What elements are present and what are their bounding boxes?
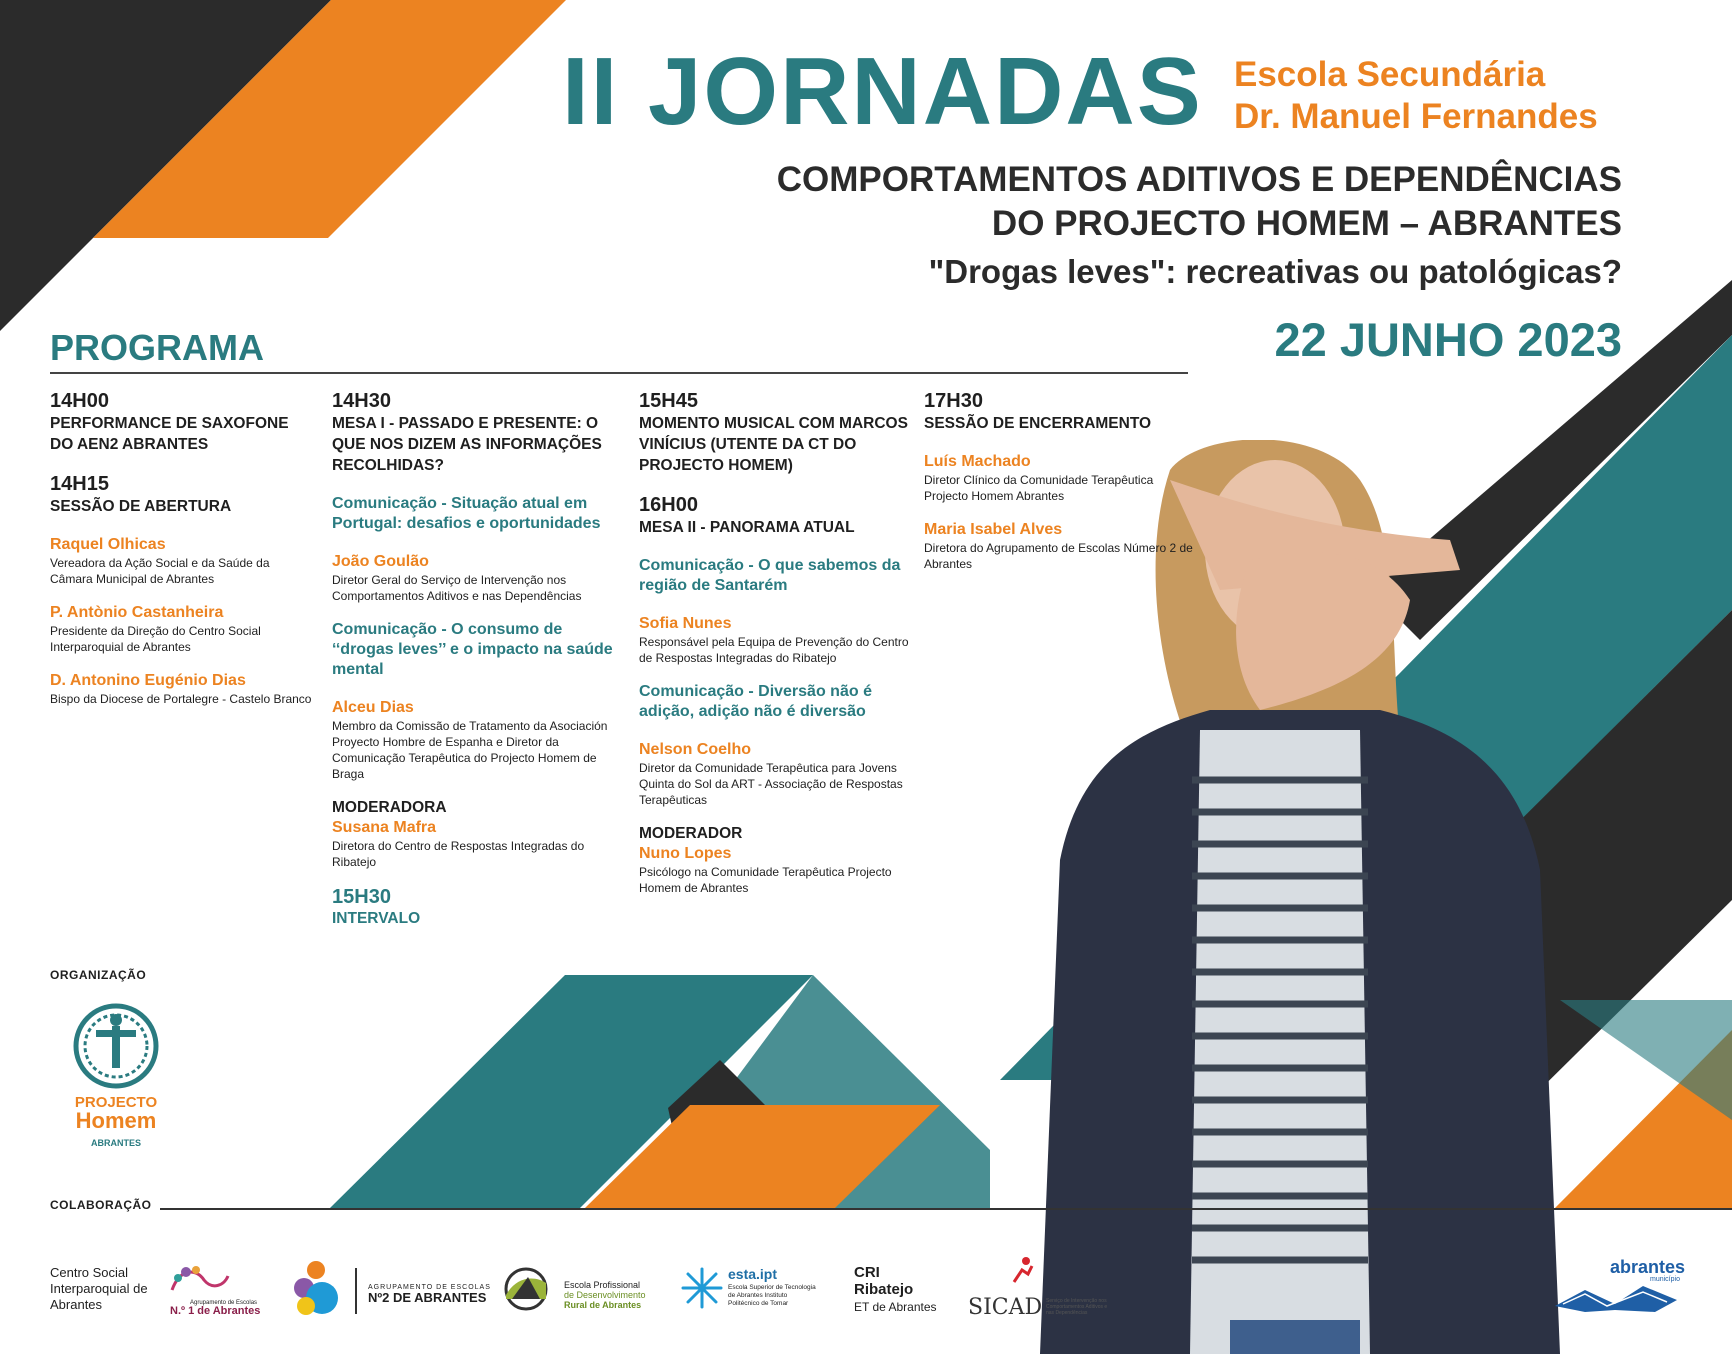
speaker xyxy=(50,535,312,587)
speaker-name: Nelson Coelho xyxy=(639,741,752,758)
aen1-icon xyxy=(168,1262,232,1294)
slot-time: 17H30 xyxy=(924,390,983,412)
moderator xyxy=(332,798,622,870)
speaker xyxy=(924,520,1194,572)
speaker-name: João Goulão xyxy=(332,553,429,570)
speaker-role: Responsável pela Equipa de Prevenção do Centro de Respostas Integradas do Ribatejo xyxy=(639,635,909,665)
speaker-role: Diretor Geral do Serviço de Intervenção nos Comportamentos Aditivos e nas Dependências xyxy=(332,573,582,603)
event-date: 22 JUNHO 2023 xyxy=(1274,313,1622,366)
school-name xyxy=(1234,54,1598,138)
speaker xyxy=(50,603,312,655)
program-divider xyxy=(50,372,1188,374)
talk-title: Comunicação - O consumo de ‘‘drogas leves’’ e o impacto na saúde mental xyxy=(332,621,613,678)
abrantes-name: abrantes xyxy=(1610,1257,1686,1277)
epdra-line-1: Escola Profissional xyxy=(564,1280,641,1290)
epdra-icon xyxy=(498,1265,556,1313)
sicad-name: SICAD xyxy=(968,1295,1043,1320)
speaker-name: Raquel Olhicas xyxy=(50,536,166,553)
slot-activity: SESSÃO DE ABERTURA xyxy=(50,498,232,515)
headline-line-2: DO PROJECTO HOMEM – ABRANTES xyxy=(991,204,1622,243)
partner-centro-social: Centro Social Interparoquial de Abrantes xyxy=(50,1265,148,1312)
aen2-small: AGRUPAMENTO DE ESCOLAS xyxy=(368,1284,491,1291)
abrantes-skyline-icon xyxy=(1555,1282,1685,1314)
program-column-1 xyxy=(50,390,312,723)
speaker xyxy=(639,614,909,666)
program-slot xyxy=(924,390,1194,434)
slot-activity: MESA I - PASSADO E PRESENTE: O QUE NOS DIZEM AS INFORMAÇÕES RECOLHIDAS? xyxy=(332,415,602,474)
abrantes-sub: município xyxy=(1650,1276,1680,1283)
program-column-2 xyxy=(332,390,622,929)
speaker-role: Membro da Comissão de Tratamento da Asociación Proyecto Hombre de Espanha e Diretor da Comunicação Terapêutica do Projecto Homem de Braga xyxy=(332,719,608,781)
program-slot xyxy=(50,390,312,455)
speaker-role: Diretora do Centro de Respostas Integradas do Ribatejo xyxy=(332,839,585,869)
headline-line-1: COMPORTAMENTOS ADITIVOS E DEPENDÊNCIAS xyxy=(776,160,1622,199)
interval xyxy=(332,886,622,929)
speaker-name: D. Antonino Eugénio Dias xyxy=(50,672,246,689)
aen1-small: Agrupamento de Escolas xyxy=(190,1300,258,1306)
slot-activity: SESSÃO DE ENCERRAMENTO xyxy=(924,415,1152,432)
speaker-name: Maria Isabel Alves xyxy=(924,521,1063,538)
moderator xyxy=(639,824,909,896)
speaker-role: Diretor Clínico da Comunidade Terapêutica Projecto Homem Abrantes xyxy=(924,473,1154,503)
program-column-4 xyxy=(924,390,1194,588)
interval-label: INTERVALO xyxy=(332,910,421,927)
logo-text-homem: Homem xyxy=(75,1108,157,1133)
aen2-name: Nº2 DE ABRANTES xyxy=(368,1290,487,1305)
event-headline xyxy=(777,158,1622,246)
talk-title: Comunicação - O que sabemos da região de Santarém xyxy=(639,557,901,594)
slot-time: 16H00 xyxy=(639,494,698,516)
speaker-name: Nuno Lopes xyxy=(639,845,732,862)
speaker-name: P. Antònio Castanheira xyxy=(50,604,224,621)
school-line-1: Escola Secundária xyxy=(1234,55,1546,94)
slot-time: 14H15 xyxy=(50,473,109,495)
speaker-name: Luís Machado xyxy=(924,453,1031,470)
speaker xyxy=(639,740,909,808)
slot-activity: MOMENTO MUSICAL COM MARCOS VINÍCIUS (UTENTE DA CT DO PROJECTO HOMEM) xyxy=(639,415,908,474)
speaker-role: Diretor da Comunidade Terapêutica para Jovens Quinta do Sol da ART - Associação de Respostas Terapêuticas xyxy=(639,761,903,807)
cri-line-3: ET de Abrantes xyxy=(854,1300,937,1314)
esta-name: esta.ipt xyxy=(728,1266,778,1282)
speaker-role: Bispo da Diocese de Portalegre - Castelo Branco xyxy=(50,692,312,706)
slot-activity: PERFORMANCE DE SAXOFONE DO AEN2 ABRANTES xyxy=(50,415,289,453)
talk-title: Comunicação - Situação atual em Portugal: desafios e oportunidades xyxy=(332,495,601,532)
epdra-line-2: de Desenvolvimento xyxy=(564,1290,646,1300)
aen2-divider xyxy=(355,1268,357,1314)
epdra-line-3: Rural de Abrantes xyxy=(564,1300,642,1310)
slot-time: 14H30 xyxy=(332,390,391,412)
projecto-homem-logo-icon xyxy=(56,1000,176,1095)
speaker-name: Susana Mafra xyxy=(332,819,437,836)
esta-snowflake-icon xyxy=(680,1266,724,1310)
program-slot xyxy=(332,390,622,476)
program-slot xyxy=(639,494,909,538)
talk-title: Comunicação - Diversão não é adição, adição não é diversão xyxy=(639,683,872,720)
speaker-name: Sofia Nunes xyxy=(639,615,732,632)
speaker-name: Alceu Dias xyxy=(332,699,414,716)
cri-line-1: CRI xyxy=(854,1264,880,1281)
speaker xyxy=(332,552,622,604)
program-title: PROGRAMA xyxy=(50,327,264,368)
slot-time: 14H00 xyxy=(50,390,109,412)
cri-line-2: Ribatejo xyxy=(854,1281,914,1298)
sicad-figure-icon xyxy=(1010,1256,1036,1284)
school-line-2: Dr. Manuel Fernandes xyxy=(1234,97,1598,136)
speaker-role: Psicólogo na Comunidade Terapêutica Projecto Homem de Abrantes xyxy=(639,865,892,895)
speaker xyxy=(50,671,312,707)
event-title: II JORNADAS xyxy=(562,38,1203,145)
aen2-icon xyxy=(292,1260,344,1318)
collaboration-label: COLABORAÇÃO xyxy=(50,1198,152,1212)
program-column-3 xyxy=(639,390,909,912)
slot-activity: MESA II - PANORAMA ATUAL xyxy=(639,519,855,536)
collaboration-divider xyxy=(160,1208,1732,1210)
logo-text-projecto: PROJECTO xyxy=(74,1094,158,1111)
program-slot xyxy=(639,390,909,476)
speaker-role: Diretora do Agrupamento de Escolas Número 2 de Abrantes xyxy=(924,541,1193,571)
speaker xyxy=(332,698,622,782)
speaker-role: Vereadora da Ação Social e da Saúde da Câmara Municipal de Abrantes xyxy=(50,556,270,586)
moderator-label: MODERADOR xyxy=(639,825,743,842)
event-subtitle: "Drogas leves": recreativas ou patológicas? xyxy=(928,253,1622,290)
sicad-sub: Serviço de Intervenção nos Comportamentos Aditivos e nas Dependências xyxy=(1046,1298,1108,1316)
speaker xyxy=(924,452,1194,504)
slot-time: 15H45 xyxy=(639,390,698,412)
moderator-label: MODERADORA xyxy=(332,799,447,816)
interval-time: 15H30 xyxy=(332,886,391,908)
organization-label: ORGANIZAÇÃO xyxy=(50,968,147,982)
aen1-name: N.º 1 de Abrantes xyxy=(170,1305,261,1317)
program-slot xyxy=(50,473,312,517)
esta-sub: Escola Superior de Tecnologia de Abrantes Instituto Politécnico de Tomar xyxy=(728,1284,816,1307)
logo-text-abrantes: ABRANTES xyxy=(90,1138,141,1148)
speaker-role: Presidente da Direção do Centro Social Interparoquial de Abrantes xyxy=(50,624,261,654)
